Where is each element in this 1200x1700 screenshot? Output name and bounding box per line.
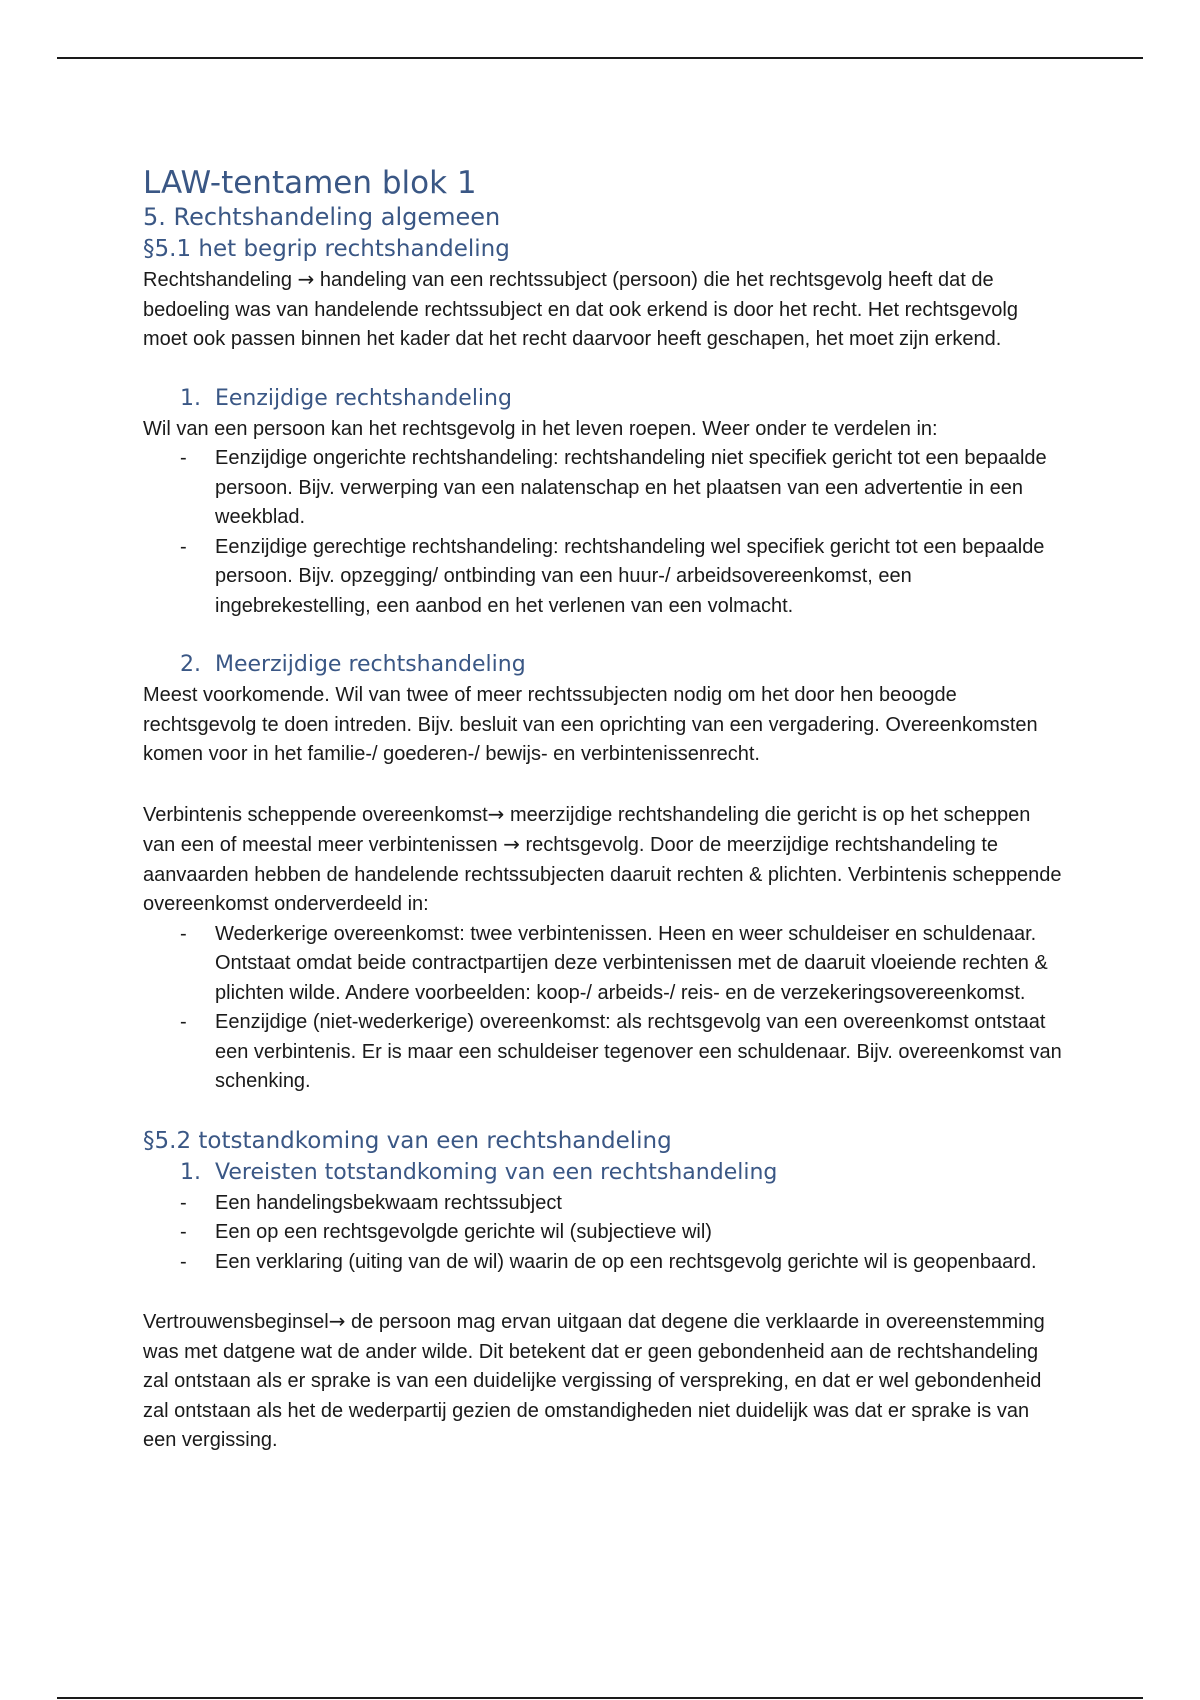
subheading-number: 1.: [180, 385, 201, 411]
dash-bullet: -: [180, 1221, 187, 1243]
subheading-label: Meerzijdige rechtshandeling: [215, 652, 526, 677]
dash-bullet: -: [180, 535, 187, 558]
verbintenis-text-1: meerzijdige rechtshandeling die gericht is op het scheppen van een of meestal meer verbintenissen: [143, 803, 1031, 856]
arrow-icon: →: [297, 267, 315, 291]
vertrouwensbeginsel-term: Vertrouwensbeginsel: [143, 1311, 329, 1333]
list-item-text: Een verklaring (uiting van de wil) waarin de op een rechtsgevolg gerichte wil is geopenbaard.: [215, 1250, 1037, 1273]
verbintenis-paragraph: [143, 800, 1063, 920]
list-item-text: Eenzijdige gerechtige rechtshandeling: rechtshandeling wel specifiek gericht tot een bepaalde persoon. Bijv. opzegging/ ontbinding van een huur-/ arbeidsovereenkomst, een ingebrekestelling, een aanbod en het verlenen van een volmacht.: [215, 535, 1045, 617]
eenzijdige-list: [143, 444, 1063, 621]
list-item: [143, 1189, 1063, 1219]
dash-bullet: -: [180, 1191, 187, 1214]
definition-paragraph: [143, 265, 1063, 355]
arrow-icon: →: [328, 1309, 346, 1333]
list-item: [143, 1218, 1063, 1248]
overeenkomst-list: [143, 920, 1063, 1097]
list-item-text: Eenzijdige ongerichte rechtshandeling: rechtshandeling niet specifiek gericht tot een bepaalde persoon. Bijv. verwerping van een nalatenschap en het plaatsen van een advertentie in een weekblad.: [215, 447, 1047, 528]
verbintenis-text-2: rechtsgevolg. Door de meerzijdige rechtshandeling te aanvaarden hebben de handelende rechtssubjecten daaruit rechten & plichten. Verbintenis scheppende overeenkomst onderverdeeld in:: [143, 834, 1062, 915]
document-title: LAW-tentamen blok 1: [143, 165, 477, 201]
subheading-number: 1.: [180, 1159, 201, 1185]
list-item: [143, 533, 1063, 622]
arrow-icon: →: [487, 801, 505, 826]
subheading-eenzijdige: [143, 383, 1063, 415]
list-item: [143, 1008, 1063, 1097]
subheading-label: Eenzijdige rechtshandeling: [215, 385, 512, 411]
subheading-number: 2.: [180, 652, 201, 677]
subheading-vereisten: [143, 1157, 1063, 1189]
dash-bullet: -: [180, 922, 187, 945]
subheading-meerzijdige: [143, 649, 1063, 681]
definition-term: Rechtshandeling: [143, 269, 292, 291]
verbintenis-term: Verbintenis scheppende overeenkomst: [143, 803, 488, 826]
header-rule: [57, 57, 1143, 59]
document-page: [143, 165, 1063, 1456]
chapter-heading: 5. Rechtshandeling algemeen: [143, 203, 501, 231]
subheading-label: Vereisten totstandkoming van een rechtshandeling: [215, 1159, 778, 1185]
list-item-text: Een handelingsbekwaam rechtssubject: [215, 1191, 562, 1214]
eenzijdige-intro: Wil van een persoon kan het rechtsgevolg in het leven roepen. Weer onder te verdelen in:: [143, 417, 938, 440]
dash-bullet: -: [180, 1011, 187, 1033]
dash-bullet: -: [180, 447, 187, 469]
list-item: [143, 1248, 1063, 1278]
footer-rule: [57, 1697, 1143, 1699]
arrow-icon: →: [503, 832, 520, 856]
vertrouwensbeginsel-paragraph: [143, 1307, 1063, 1456]
list-item-text: Wederkerige overeenkomst: twee verbintenissen. Heen en weer schuldeiser en schuldenaar. Ontstaat omdat beide contractpartijen deze verbintenissen met de daaruit vloeiende rechten & plichten wilde. Andere voorbeelden: koop-/ arbeids-/ reis- en de verzekeringsovereenkomst.: [215, 922, 1048, 1004]
vereisten-list: [143, 1189, 1063, 1278]
section-heading-5-2: §5.2 totstandkoming van een rechtshandeling: [143, 1127, 672, 1154]
list-item-text: Eenzijdige (niet-wederkerige) overeenkomst: als rechtsgevolg van een overeenkomst ontstaat een verbintenis. Er is maar een schuldeiser tegenover een schuldenaar. Bijv. overeenkomst van schenking.: [215, 1011, 1062, 1092]
list-item: [143, 444, 1063, 533]
meerzijdige-intro: Meest voorkomende. Wil van twee of meer rechtssubjecten nodig om het door hen beoogde rechtsgevolg te doen intreden. Bijv. besluit van een oprichting van een vergadering. Overeenkomsten komen voor in het familie-/ goederen-/ bewijs- en verbintenissenrecht.: [143, 684, 1038, 765]
dash-bullet: -: [180, 1250, 187, 1273]
list-item-text: Een op een rechtsgevolgde gerichte wil (subjectieve wil): [215, 1221, 712, 1243]
definition-text: handeling van een rechtssubject (persoon) die het rechtsgevolg heeft dat de bedoeling was van handelende rechtssubject en dat ook erkend is door het recht. Het rechtsgevolg moet ook passen binnen het kader dat het recht daarvoor heeft geschapen, het moet zijn erkend.: [143, 269, 1018, 350]
list-item: [143, 920, 1063, 1009]
vertrouwensbeginsel-text: de persoon mag ervan uitgaan dat degene die verklaarde in overeenstemming was met datgene wat de ander wilde. Dit betekent dat er geen gebondenheid aan de rechtshandeling zal ontstaan als er sprake is van een duidelijke vergissing of verspreking, en dat er wel gebondenheid zal ontstaan als het de wederpartij gezien de omstandigheden niet duidelijk was dat er sprake is van een vergissing.: [143, 1311, 1045, 1451]
section-heading-5-1: §5.1 het begrip rechtshandeling: [143, 236, 510, 262]
